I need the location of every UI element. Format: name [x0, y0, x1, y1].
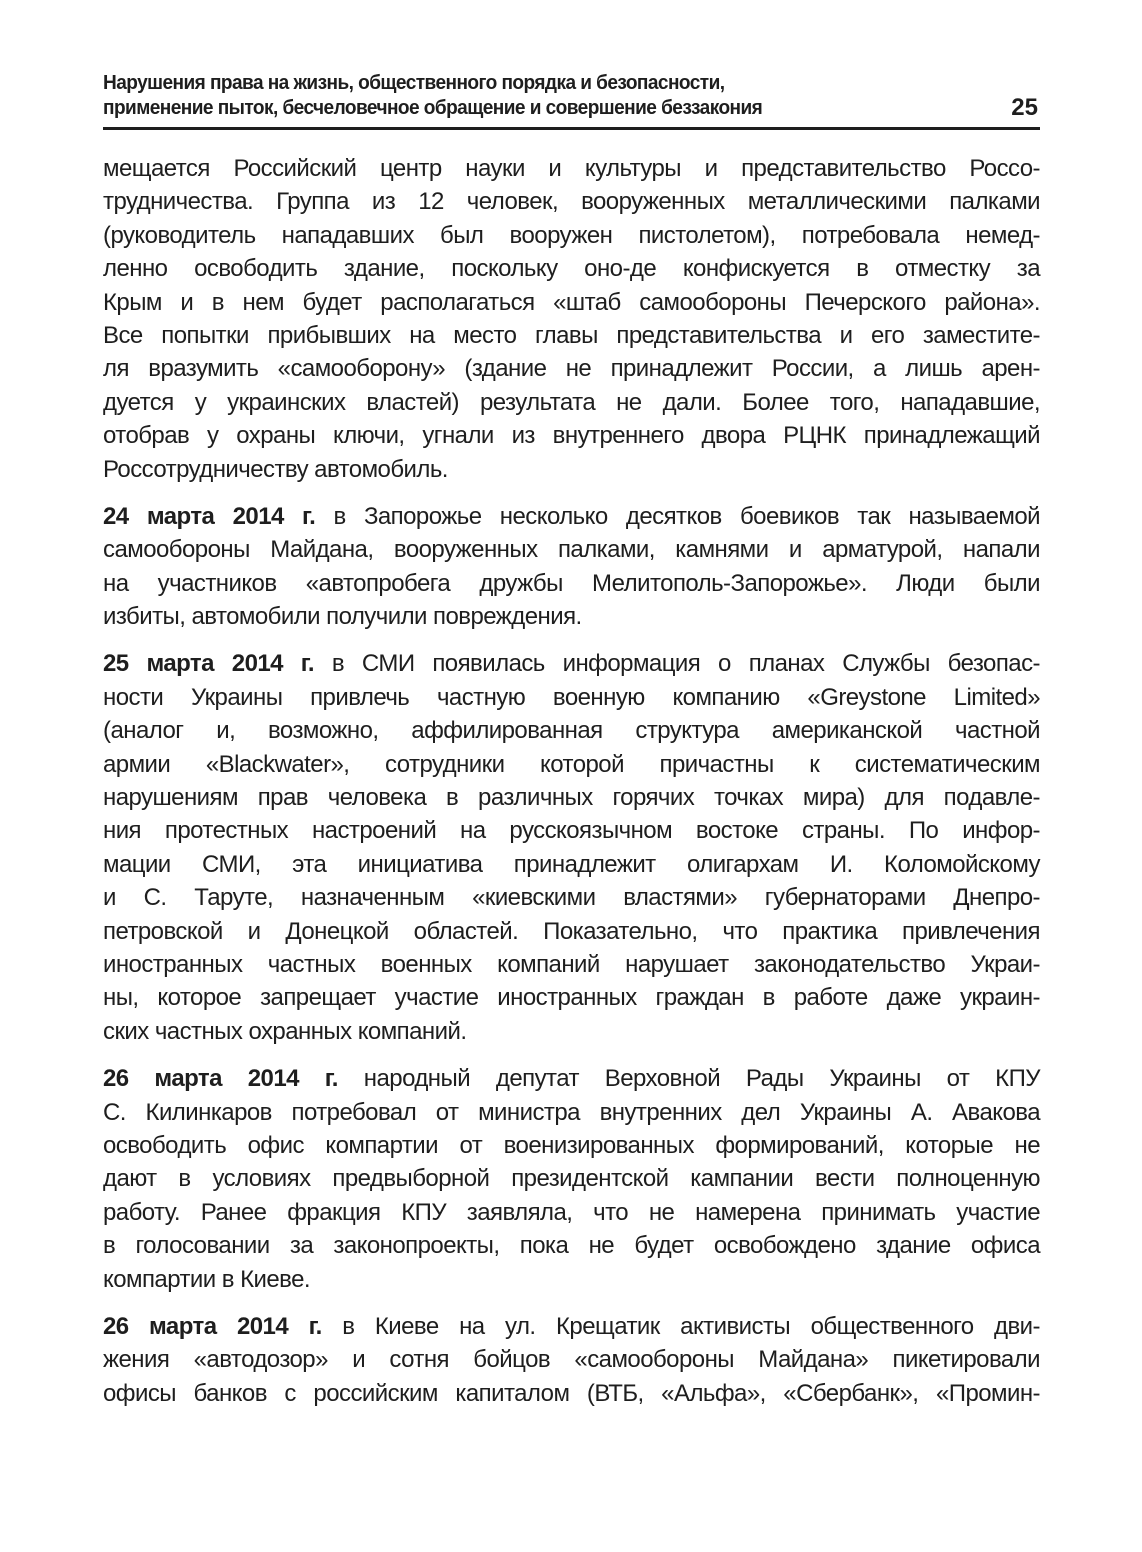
text-line-with-date: [103, 1310, 1040, 1343]
entry-text: в Киеве на ул. Крещатик активисты общественного дви-: [321, 1312, 1040, 1340]
entry-date: 26 марта 2014 г.: [103, 1065, 338, 1093]
entry-text: народный депутат Верховной Рады Украины от КПУ: [337, 1065, 1040, 1093]
text-line: самообороны Майдана, вооруженных палками, камнями и арматурой, напали: [103, 536, 1040, 564]
text-line: дуется у украинских властей) результата не дали. Более того, нападавшие,: [103, 388, 1040, 416]
entry-date: 26 марта 2014 г.: [103, 1312, 322, 1340]
text-line: ля вразумить «самооборону» (здание не принадлежит России, а лишь арен-: [103, 355, 1040, 383]
paragraph-continuation: [103, 152, 1040, 486]
text-line: дают в условиях предвыборной президентской кампании вести полноценную: [103, 1165, 1040, 1193]
text-line: офисы банков с российским капиталом (ВТБ, «Альфа», «Сбербанк», «Промин-: [103, 1379, 1040, 1407]
entry-date: 24 марта 2014 г.: [103, 502, 316, 530]
text-line: освободить офис компартии от военизированных формирований, которые не: [103, 1131, 1040, 1159]
text-line: мещается Российский центр науки и культуры и представительство Россо-: [103, 155, 1040, 182]
text-line: иностранных частных военных компаний нарушает законодательство Украи-: [103, 950, 1040, 978]
text-line: Крым и в нем будет располагаться «штаб самообороны Печерского района».: [103, 288, 1040, 316]
text-line: работу. Ранее фракция КПУ заявляла, что не намерена принимать участие: [103, 1198, 1040, 1226]
text-line: компартии в Киеве.: [103, 1265, 311, 1293]
header-title-line-2: применение пыток, бесчеловечное обращение и совершение беззакония: [103, 96, 763, 119]
text-line: нарушениям прав человека в различных горячих точках мира) для подавле-: [103, 784, 1040, 812]
text-line: Россотрудничеству автомобиль.: [103, 455, 448, 483]
text-line: ности Украины привлечь частную военную компанию «Greystone Limited»: [103, 683, 1040, 711]
paragraph-entry-25-march: [103, 647, 1040, 1048]
text-line: (руководитель нападавших был вооружен пистолетом), потребовала немед-: [103, 221, 1040, 249]
document-page: [103, 70, 1040, 1407]
running-header: [103, 70, 1040, 126]
text-line: (аналог и, возможно, аффилированная структура американской частной: [103, 717, 1040, 745]
text-line-with-date: [103, 647, 1040, 680]
text-line: жения «автодозор» и сотня бойцов «самообороны Майдана» пикетировали: [103, 1346, 1040, 1374]
text-line: С. Килинкаров потребовал от министра внутренних дел Украины А. Авакова: [103, 1098, 1040, 1126]
paragraph-entry-26-march-kpu: [103, 1062, 1040, 1296]
text-line: ских частных охранных компаний.: [103, 1017, 467, 1045]
entry-text: в СМИ появилась информация о планах Службы безопас-: [313, 650, 1040, 678]
text-line: армии «Blackwater», сотрудники которой причастны к систематическим: [103, 750, 1040, 778]
text-line: в голосовании за законопроекты, пока не будет освобождено здание офиса: [103, 1232, 1040, 1260]
text-line: Все попытки прибывших на место главы представительства и его заместите-: [103, 321, 1040, 349]
entry-date: 25 марта 2014 г.: [103, 650, 314, 678]
text-line: ленно освободить здание, поскольку оно-де конфискуется в отместку за: [103, 255, 1040, 283]
text-line: ны, которое запрещает участие иностранных граждан в работе даже украин-: [103, 984, 1040, 1012]
header-divider: [103, 127, 1040, 130]
text-line: и С. Таруте, назначенным «киевскими властями» губернаторами Днепро-: [103, 884, 1040, 912]
text-line: избиты, автомобили получили повреждения.: [103, 603, 582, 631]
running-header-title: [103, 70, 974, 120]
text-line: мации СМИ, эта инициатива принадлежит олигархам И. Коломойскому: [103, 850, 1040, 878]
entry-text: в Запорожье несколько десятков боевиков так называемой: [315, 502, 1040, 530]
header-title-line-1: Нарушения права на жизнь, общественного порядка и безопасности,: [103, 71, 725, 94]
body-text: [103, 152, 1040, 1424]
text-line-with-date: [103, 1062, 1040, 1095]
paragraph-entry-24-march: [103, 500, 1040, 634]
text-line: петровской и Донецкой областей. Показательно, что практика привлечения: [103, 917, 1040, 945]
text-line: ния протестных настроений на русскоязычном востоке страны. По инфор-: [103, 817, 1040, 845]
page-number: 25: [1011, 94, 1038, 121]
text-line-with-date: [103, 500, 1040, 533]
text-line: трудничества. Группа из 12 человек, вооруженных металлическими палками: [103, 188, 1040, 216]
text-line: на участников «автопробега дружбы Мелитополь-Запорожье». Люди были: [103, 569, 1040, 597]
text-line: отобрав у охраны ключи, угнали из внутреннего двора РЦНК принадлежащий: [103, 422, 1040, 450]
paragraph-entry-26-march-khreshchatyk: [103, 1310, 1040, 1410]
